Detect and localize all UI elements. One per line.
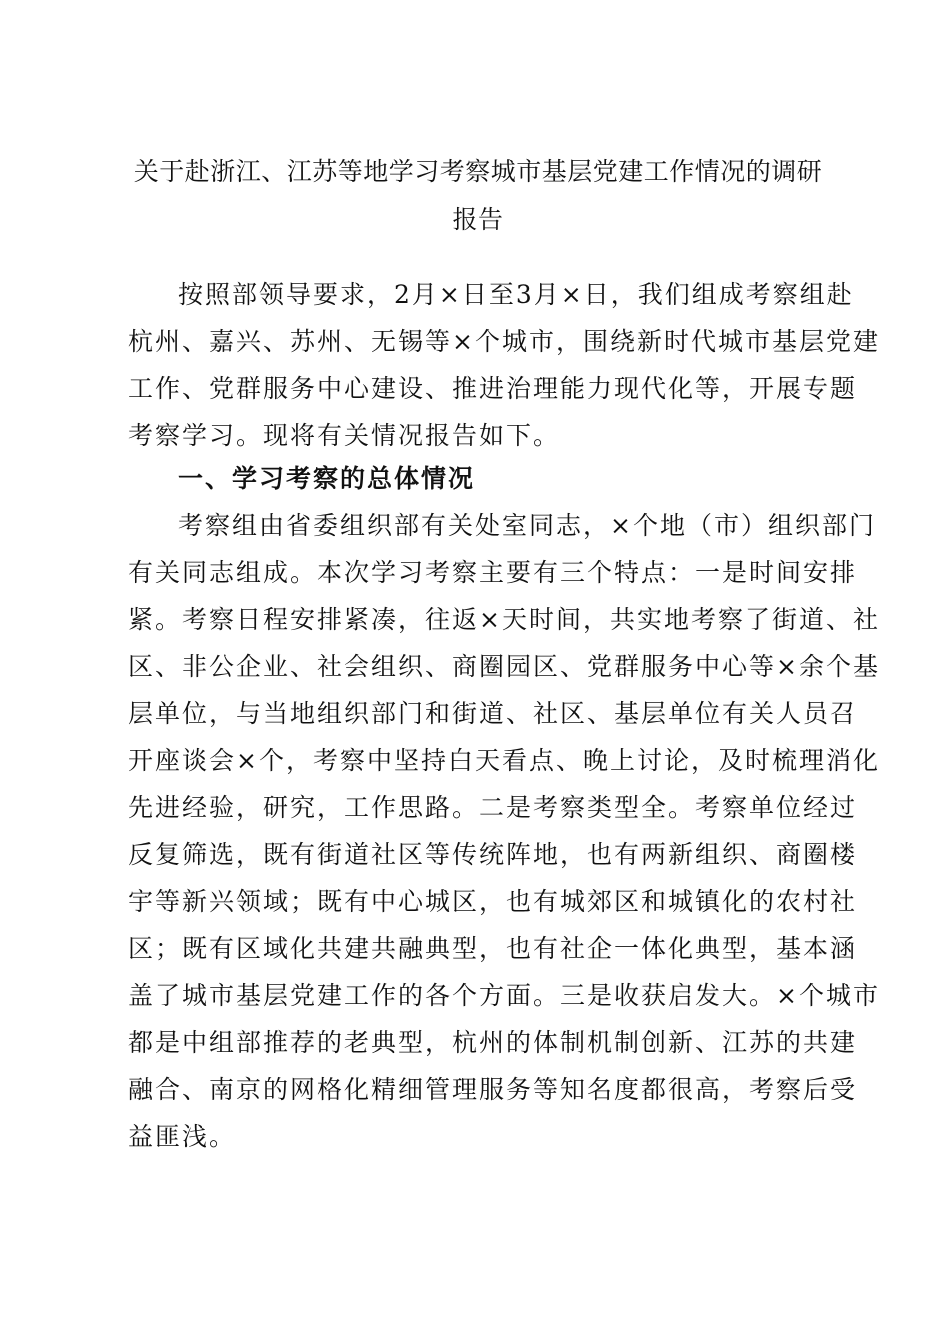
paragraph-line: 开座谈会×个，考察中坚持白天看点、晚上讨论，及时梳理消化 xyxy=(128,746,880,775)
paragraph-line: 区；既有区域化共建共融典型，也有社企一体化典型，基本涵 xyxy=(128,934,858,963)
paragraph-line: 工作、党群服务中心建设、推进治理能力现代化等，开展专题 xyxy=(128,374,858,403)
paragraph-line: 考察学习。现将有关情况报告如下。 xyxy=(128,421,561,450)
paragraph-line: 区、非公企业、社会组织、商圈园区、党群服务中心等×余个基 xyxy=(128,652,880,681)
intro-paragraph xyxy=(128,271,880,459)
paragraph-line: 先进经验，研究，工作思路。二是考察类型全。考察单位经过 xyxy=(128,793,858,822)
section-heading: 一、学习考察的总体情况 xyxy=(178,464,476,493)
document-title xyxy=(128,148,828,244)
paragraph-line: 杭州、嘉兴、苏州、无锡等×个城市，围绕新时代城市基层党建 xyxy=(128,327,880,356)
section-paragraph xyxy=(128,502,880,1160)
paragraph-line: 盖了城市基层党建工作的各个方面。三是收获启发大。×个城市 xyxy=(128,981,880,1010)
paragraph-line: 都是中组部推荐的老典型，杭州的体制机制创新、江苏的共建 xyxy=(128,1028,858,1057)
title-line-1: 关于赴浙江、江苏等地学习考察城市基层党建工作情况的调研 xyxy=(133,157,823,186)
paragraph-line: 紧。考察日程安排紧凑，往返×天时间，共实地考察了街道、社 xyxy=(128,605,880,634)
paragraph-line: 层单位，与当地组织部门和街道、社区、基层单位有关人员召 xyxy=(128,699,858,728)
paragraph-line: 按照部领导要求，2月×日至3月×日，我们组成考察组赴 xyxy=(178,280,854,309)
paragraph-line: 考察组由省委组织部有关处室同志，×个地（市）组织部门 xyxy=(178,511,876,540)
paragraph-line: 融合、南京的网格化精细管理服务等知名度都很高，考察后受 xyxy=(128,1075,858,1104)
paragraph-line: 宇等新兴领域；既有中心城区，也有城郊区和城镇化的农村社 xyxy=(128,887,858,916)
paragraph-line: 有关同志组成。本次学习考察主要有三个特点：一是时间安排 xyxy=(128,558,858,587)
paragraph-line: 益匪浅。 xyxy=(128,1122,237,1151)
title-line-2: 报告 xyxy=(452,205,504,234)
paragraph-line: 反复筛选，既有街道社区等传统阵地，也有两新组织、商圈楼 xyxy=(128,840,858,869)
